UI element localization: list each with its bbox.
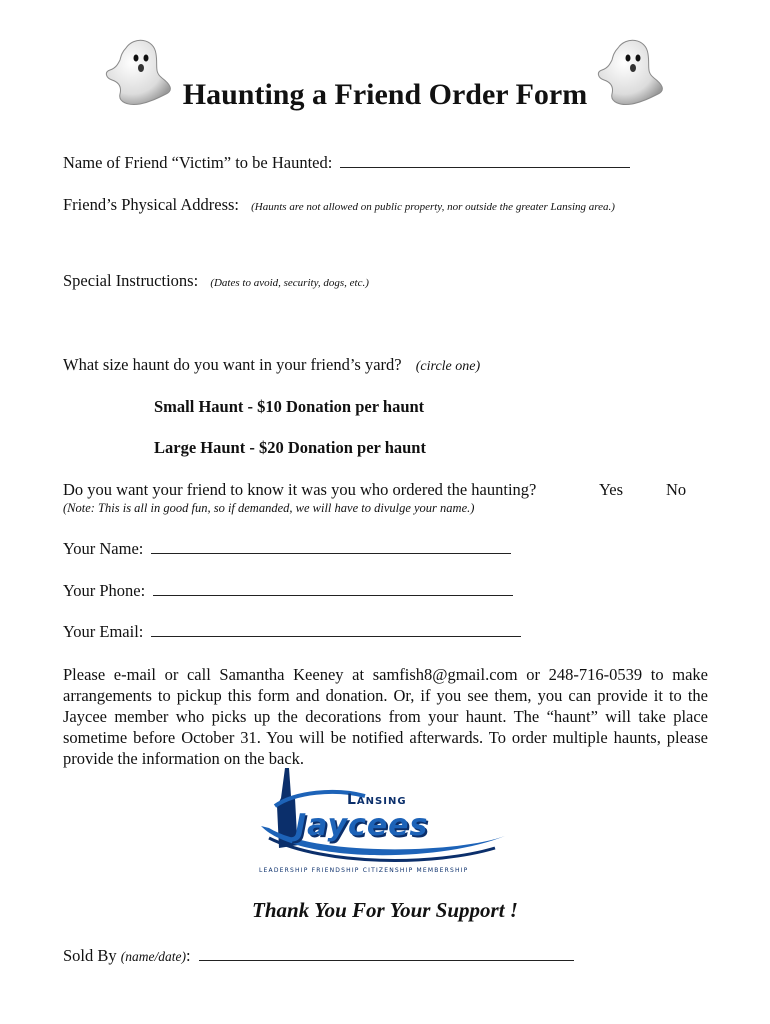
logo-main-text: Jaycees [295,808,429,843]
reveal-no-option[interactable]: No [666,480,687,499]
reveal-yes-option[interactable]: Yes [599,480,624,499]
jaycees-logo [255,766,517,878]
your-phone-field[interactable] [153,581,513,596]
page-title: Haunting a Friend Order Form [182,78,588,111]
sold-by-field[interactable] [199,946,574,961]
instructions-paragraph: Please e-mail or call Samantha Keeney at samfish8@gmail.com or 248-716-0539 to make arrangements to pickup this form and donation. Or, if you see them, you can provide it to the Jaycee member who picks up the decorations from your haunt. The “haunt” will take place sometime before October 31. You will be notified afterwards. To order multiple haunts, please provide the information on the back. [63,665,708,768]
sold-by-label: Sold By [63,946,117,965]
your-email-field[interactable] [151,622,521,637]
instructions-row [63,271,369,291]
sold-by-note: (name/date) [120,949,187,964]
your-email-row [63,622,521,642]
victim-name-field[interactable] [340,153,630,168]
your-phone-row [63,581,513,601]
address-field[interactable] [63,218,703,263]
your-name-label: Your Name: [63,539,144,558]
address-label: Friend’s Physical Address: [63,195,239,214]
address-note: (Haunts are not allowed on public property, nor outside the greater Lansing area.) [251,201,615,213]
your-name-field[interactable] [151,539,511,554]
instructions-label: Special Instructions: [63,271,199,290]
size-question-row [63,355,480,375]
your-name-row [63,539,511,559]
victim-name-row [63,153,630,173]
reveal-question: Do you want your friend to know it was you who ordered the haunting? [63,480,537,499]
your-email-label: Your Email: [63,622,144,641]
option-small-haunt[interactable]: Small Haunt - $10 Donation per haunt [154,397,425,416]
your-phone-label: Your Phone: [63,581,146,600]
option-large-haunt[interactable]: Large Haunt - $20 Donation per haunt [154,438,426,457]
sold-by-row [63,946,574,966]
reveal-note: (Note: This is all in good fun, so if demanded, we will have to divulge your name.) [63,501,475,515]
instructions-note: (Dates to avoid, security, dogs, etc.) [210,277,369,289]
logo-tagline: LEADERSHIP FRIENDSHIP CITIZENSHIP MEMBERSHIP [259,867,469,874]
instructions-field[interactable] [63,294,703,344]
thank-you-message: Thank You For Your Support ! [252,898,518,922]
address-row [63,195,615,215]
victim-name-label: Name of Friend “Victim” to be Haunted: [63,153,333,172]
sold-by-colon: : [186,946,191,965]
size-note: (circle one) [415,359,481,374]
logo-top-text: Lansing [347,792,407,808]
size-question: What size haunt do you want in your friend’s yard? [63,355,402,374]
